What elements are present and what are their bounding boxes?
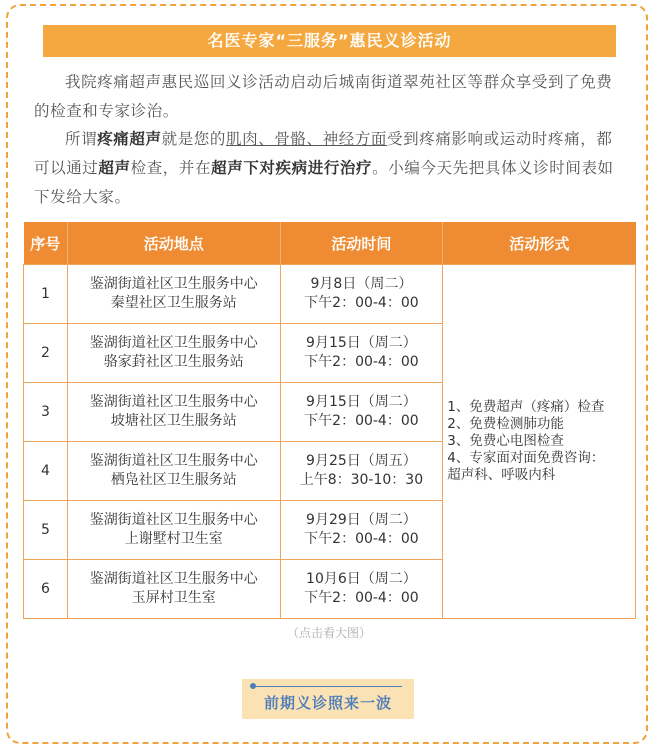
row-time: 9月15日（周二） 下午2：00-4：00 — [280, 383, 443, 442]
row-number: 5 — [24, 501, 68, 560]
description-paragraph: 所谓疼痛超声就是您的肌肉、骨骼、神经方面受到疼痛影响或运动时疼痛，都可以通过超声检查，并在超声下对疾病进行治疗。小编今天先把具体义诊时间表如下发给大家。 — [34, 130, 614, 206]
bold-term-pain-ultrasound: 疼痛超声 — [97, 130, 162, 148]
row-place: 鉴湖街道社区卫生服务中心 秦望社区卫生服务站 — [67, 265, 280, 324]
row-place: 鉴湖街道社区卫生服务中心 上谢墅村卫生室 — [67, 501, 280, 560]
underlined-areas: 肌肉、骨骼、神经方面 — [226, 130, 388, 148]
row-place: 鉴湖街道社区卫生服务中心 坡塘社区卫生服务站 — [67, 383, 280, 442]
row-number: 4 — [24, 442, 68, 501]
row-number: 6 — [24, 560, 68, 619]
row-time: 9月15日（周二） 下午2：00-4：00 — [280, 324, 443, 383]
row-time: 9月25日（周五） 上午8：30-10：30 — [280, 442, 443, 501]
activity-form-cell: 1、免费超声（疼痛）检查 2、免费检测肺功能 3、免费心电图检查 4、专家面对面免费咨询： 超声科、呼吸内科 — [443, 265, 636, 619]
row-number: 3 — [24, 383, 68, 442]
table-row — [24, 265, 636, 324]
row-time: 10月6日（周二） 下午2：00-4：00 — [280, 560, 443, 619]
row-number: 2 — [24, 324, 68, 383]
bold-term-ultrasound: 超声 — [98, 159, 131, 177]
previous-photos-label: 前期义诊照来一波 — [263, 694, 392, 712]
row-time: 9月29日（周二） 下午2：00-4：00 — [280, 501, 443, 560]
row-time: 9月8日（周二） 下午2：00-4：00 — [280, 265, 443, 324]
schedule-table — [23, 222, 636, 619]
previous-photos-button[interactable] — [242, 679, 414, 719]
row-number: 1 — [24, 265, 68, 324]
intro-paragraph: 我院疼痛超声惠民巡回义诊活动启动后城南街道翠苑社区等群众享受到了免费的检查和专家诊治。 — [34, 73, 613, 120]
header-no: 序号 — [24, 222, 68, 265]
header-place: 活动地点 — [67, 222, 280, 265]
row-place: 鉴湖街道社区卫生服务中心 玉屏村卫生室 — [67, 560, 280, 619]
decorative-line — [252, 686, 402, 687]
bold-term-treatment: 超声下对疾病进行治疗 — [211, 159, 373, 177]
header-time: 活动时间 — [280, 222, 443, 265]
banner-title: 名医专家“三服务”惠民义诊活动 — [43, 25, 616, 57]
image-caption: （点击看大图） — [286, 626, 371, 640]
table-header-row — [24, 222, 636, 265]
row-place: 鉴湖街道社区卫生服务中心 栖凫社区卫生服务站 — [67, 442, 280, 501]
header-form: 活动形式 — [443, 222, 636, 265]
row-place: 鉴湖街道社区卫生服务中心 骆家葑社区卫生服务站 — [67, 324, 280, 383]
